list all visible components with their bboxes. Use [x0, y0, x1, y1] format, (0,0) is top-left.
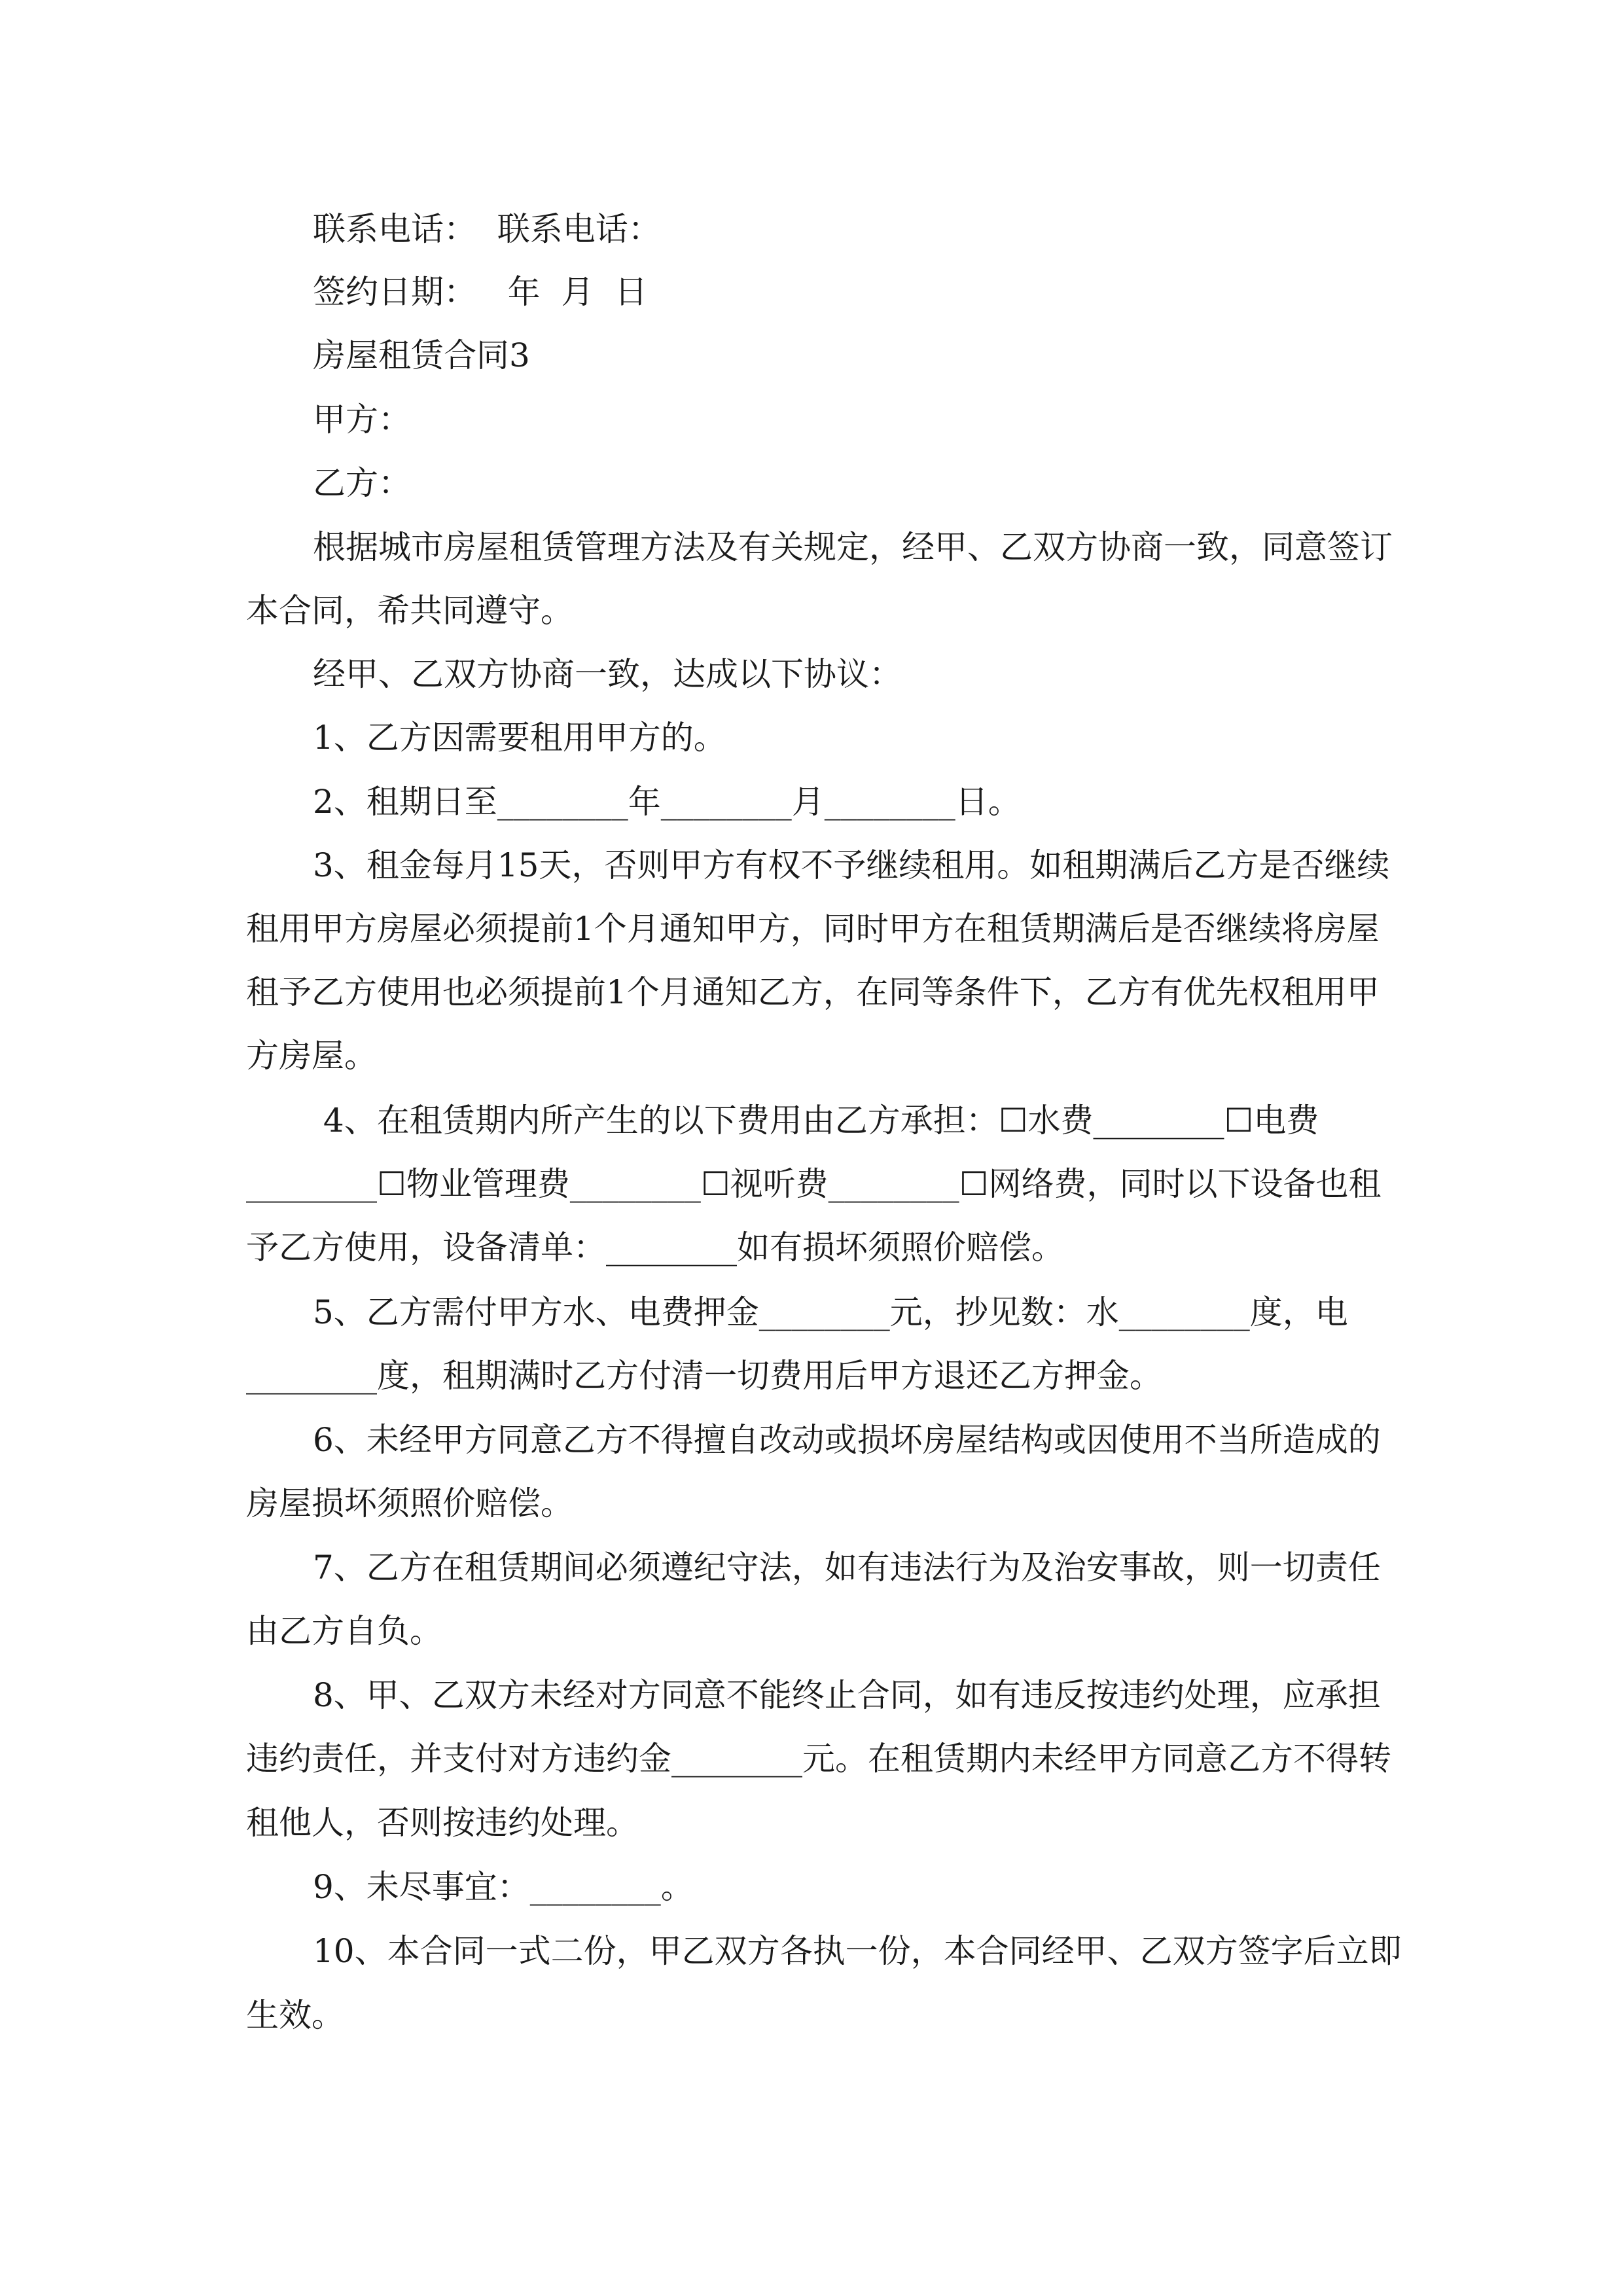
clause-6-line-1: 6、未经甲方同意乙方不得擅自改动或损坏房屋结构或因使用不当所造成的 — [313, 1421, 1381, 1459]
clause-3-line-1: 3、租金每月15天，否则甲方有权不予继续租用。如租期满后乙方是否继续 — [313, 846, 1390, 884]
clause-4-line-2: ________☐物业管理费________☐视听费________☐网络费，同时以下设备也租 — [246, 1165, 1382, 1203]
clause-7-line-2: 由乙方自负。 — [246, 1612, 442, 1650]
clause-1-line-1: 1、乙方因需要租用甲方的。 — [313, 719, 726, 757]
sign-date-line: 签约日期： 年 月 日 — [313, 273, 648, 311]
clause-8-line-1: 8、甲、乙双方未经对方同意不能终止合同，如有违反按违约处理，应承担 — [313, 1676, 1381, 1714]
clause-9-line-1: 9、未尽事宜：________。 — [313, 1868, 694, 1906]
clause-4-line-1: 4、在租赁期内所产生的以下费用由乙方承担：☐水费________☐电费 — [313, 1102, 1319, 1139]
clause-2-line-1: 2、租期日至________年________月________日。 — [313, 783, 1021, 821]
party-b-line: 乙方： — [313, 464, 411, 502]
clause-5-line-2: ________度，租期满时乙方付清一切费用后甲方退还乙方押金。 — [246, 1357, 1162, 1395]
clause-8-line-3: 租他人，否则按违约处理。 — [246, 1804, 639, 1842]
clause-3-line-3: 租予乙方使用也必须提前1个月通知乙方，在同等条件下，乙方有优先权租用甲 — [246, 973, 1380, 1011]
clause-3-line-2: 租用甲方房屋必须提前1个月通知甲方，同时甲方在租赁期满后是否继续将房屋 — [246, 910, 1380, 948]
clause-10-line-1: 10、本合同一式二份，甲乙双方各执一份，本合同经甲、乙双方签字后立即 — [313, 1932, 1402, 1970]
clause-7-line-1: 7、乙方在租赁期间必须遵纪守法，如有违法行为及治安事故，则一切责任 — [313, 1549, 1381, 1587]
clause-4-line-3: 予乙方使用，设备清单：________如有损坏须照价赔偿。 — [246, 1229, 1064, 1266]
contact-phone-line: 联系电话： 联系电话： — [313, 210, 661, 248]
contract-title: 房屋租赁合同3 — [313, 336, 530, 374]
clause-8-line-2: 违约责任，并支付对方违约金________元。在租赁期内未经甲方同意乙方不得转 — [246, 1740, 1391, 1778]
agreement-intro: 经甲、乙双方协商一致，达成以下协议： — [313, 655, 902, 693]
preamble-line-1: 根据城市房屋租赁管理方法及有关规定，经甲、乙双方协商一致，同意签订 — [313, 528, 1393, 566]
clause-6-line-2: 房屋损坏须照价赔偿。 — [246, 1484, 573, 1522]
clause-3-line-4: 方房屋。 — [246, 1037, 377, 1075]
clause-10-line-2: 生效。 — [246, 1996, 344, 2034]
party-a-line: 甲方： — [313, 401, 411, 439]
preamble-line-2: 本合同，希共同遵守。 — [246, 592, 573, 630]
clause-5-line-1: 5、乙方需付甲方水、电费押金________元，抄见数：水________度，电 — [313, 1293, 1348, 1331]
